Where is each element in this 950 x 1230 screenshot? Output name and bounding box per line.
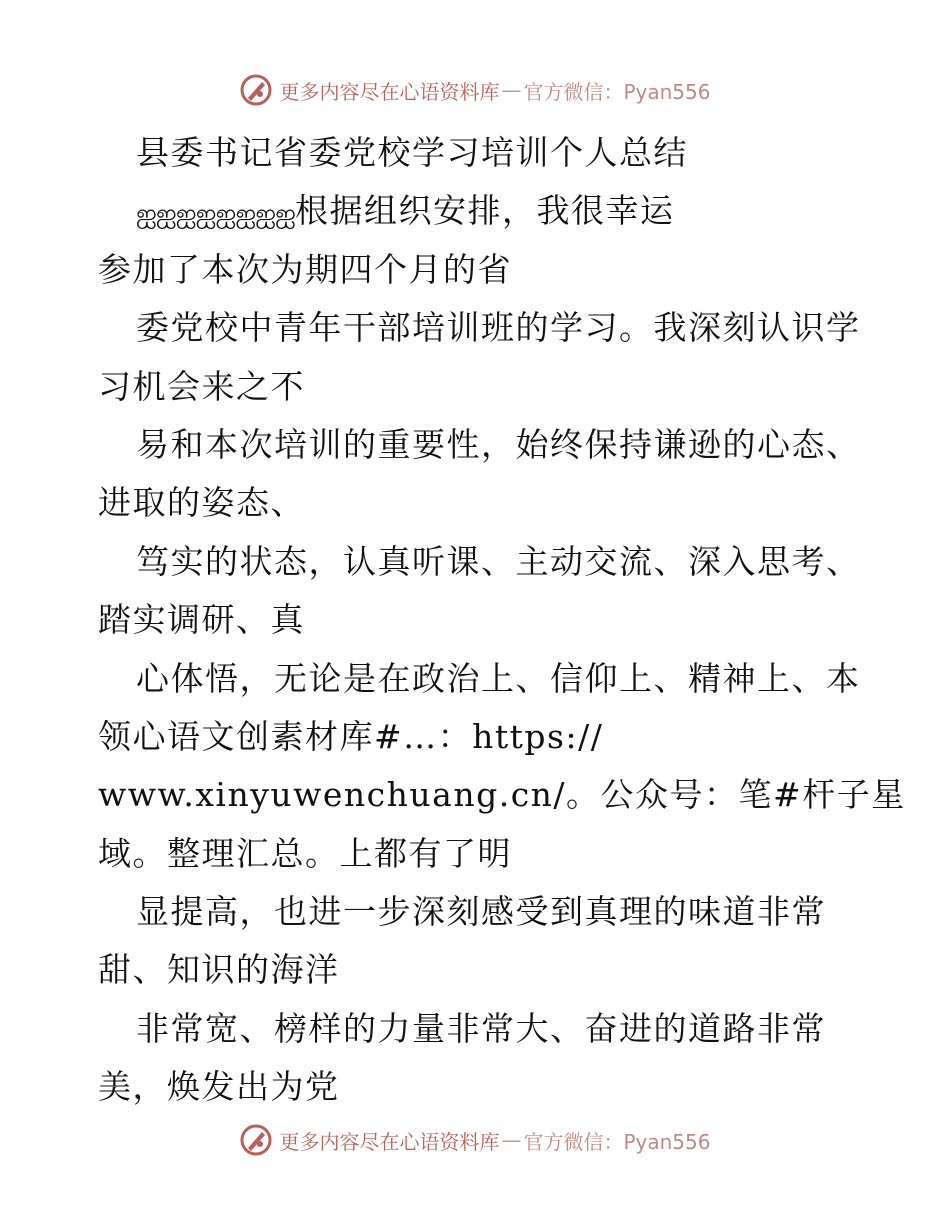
doc-line: 心体悟，无论是在政治上、信仰上、精神上、本 xyxy=(136,658,861,698)
banner-wechat: 官方微信：Pyan556 xyxy=(523,1129,711,1154)
doc-line: 域。整理汇总。上都有了明 xyxy=(98,833,512,873)
banner-separator: — xyxy=(501,1128,522,1152)
doc-title: 县委书记省委党校学习培训个人总结 xyxy=(136,133,688,172)
ornament-decoration: ஐஐஐஐஐஐஐஐ xyxy=(136,199,295,230)
doc-line: 参加了本次为期四个月的省 xyxy=(98,249,512,289)
banner-wechat: 官方微信：Pyan556 xyxy=(523,79,711,104)
document-body xyxy=(98,124,906,1117)
footer-banner xyxy=(0,1120,950,1160)
doc-line: 非常宽、榜样的力量非常大、奋进的道路非常 xyxy=(136,1008,826,1048)
banner-brand: 更多内容尽在心语资料库 xyxy=(279,1129,500,1154)
doc-line: 进取的姿态、 xyxy=(98,483,305,523)
banner-brand: 更多内容尽在心语资料库 xyxy=(279,79,500,104)
doc-line: 领心语文创素材库#…：https:// xyxy=(98,716,604,756)
doc-line-text: 根据组织安排，我很幸运 xyxy=(294,191,675,231)
header-banner xyxy=(0,70,950,110)
doc-line: 易和本次培训的重要性，始终保持谦逊的心态、 xyxy=(136,424,861,464)
doc-line: www.xinyuwenchuang.cn/。公众号：笔#杆子星 xyxy=(98,775,906,815)
doc-line: 显提高，也进一步深刻感受到真理的味道非常 xyxy=(136,892,826,932)
doc-line: 甜、知识的海洋 xyxy=(98,950,340,990)
doc-line: 习机会来之不 xyxy=(98,366,305,406)
banner-separator: — xyxy=(501,78,522,102)
doc-line: 笃实的状态，认真听课、主动交流、深入思考、 xyxy=(136,541,861,581)
pen-logo-icon xyxy=(239,73,273,107)
doc-line: 踏实调研、真 xyxy=(98,600,305,640)
doc-line: 美，焕发出为党 xyxy=(98,1067,340,1107)
doc-line xyxy=(98,182,858,240)
pen-logo-icon xyxy=(239,1123,273,1157)
doc-line: 委党校中青年干部培训班的学习。我深刻认识学 xyxy=(136,308,861,348)
